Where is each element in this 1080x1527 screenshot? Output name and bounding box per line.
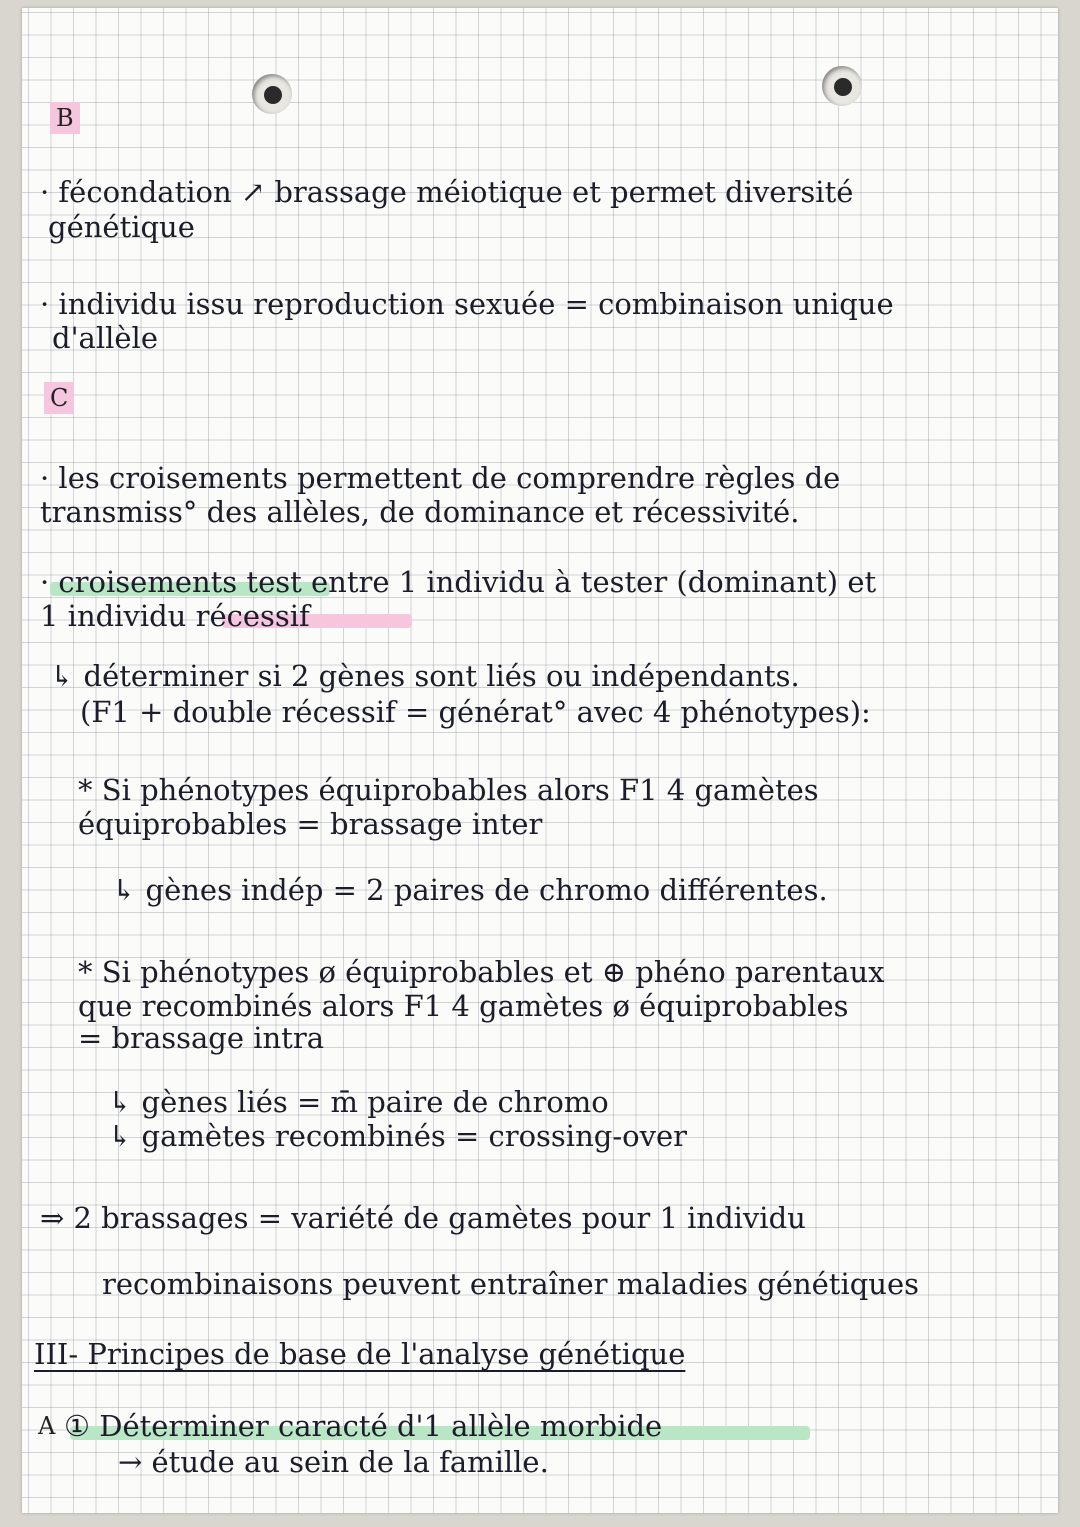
- note-line-14: * Si phénotypes ø équiprobables et ⊕ phéno parentaux: [78, 955, 885, 989]
- note-line-10: (F1 + double récessif = générat° avec 4 phénotypes):: [80, 695, 871, 729]
- note-line-1: · fécondation ↗ brassage méiotique et permet diversité: [40, 175, 854, 209]
- binder-hole-left: [252, 74, 292, 114]
- note-line-11: * Si phénotypes équiprobables alors F1 4 gamètes: [78, 773, 819, 807]
- section-label-b: B: [50, 102, 80, 134]
- note-line-13: ↳ gènes indép = 2 paires de chromo différentes.: [112, 873, 828, 907]
- note-line-23: → étude au sein de la famille.: [118, 1445, 549, 1479]
- section-label-a: A: [38, 1412, 56, 1440]
- note-line-7: · croisements test entre 1 individu à tester (dominant) et: [40, 565, 877, 599]
- binder-hole-right-shadow: [834, 78, 852, 96]
- note-line-17: ↳ gènes liés = m̄ paire de chromo: [108, 1085, 609, 1119]
- note-line-4: d'allèle: [52, 321, 158, 355]
- note-line-2: génétique: [48, 210, 195, 244]
- binder-hole-right: [822, 66, 862, 106]
- notebook-page: [22, 8, 1058, 1513]
- binder-hole-left-shadow: [264, 86, 282, 104]
- note-line-19: ⇒ 2 brassages = variété de gamètes pour 1 individu: [40, 1201, 806, 1235]
- note-line-3: · individu issu reproduction sexuée = combinaison unique: [40, 287, 894, 321]
- note-line-16: = brassage intra: [78, 1021, 324, 1055]
- note-line-18: ↳ gamètes recombinés = crossing-over: [108, 1119, 687, 1153]
- section-label-c: C: [44, 382, 74, 414]
- section-heading-iii: III- Principes de base de l'analyse génétique: [34, 1337, 686, 1371]
- note-line-5: · les croisements permettent de comprendre règles de: [40, 461, 841, 495]
- note-line-15: que recombinés alors F1 4 gamètes ø équiprobables: [78, 989, 849, 1023]
- note-line-6: transmiss° des allèles, de dominance et récessivité.: [40, 495, 800, 529]
- note-line-8: 1 individu récessif: [40, 599, 310, 633]
- note-line-9: ↳ déterminer si 2 gènes sont liés ou indépendants.: [50, 659, 800, 693]
- note-line-20: recombinaisons peuvent entraîner maladies génétiques: [102, 1267, 919, 1301]
- note-line-12: équiprobables = brassage inter: [78, 807, 543, 841]
- note-line-22: ① Déterminer caracté d'1 allèle morbide: [64, 1409, 663, 1443]
